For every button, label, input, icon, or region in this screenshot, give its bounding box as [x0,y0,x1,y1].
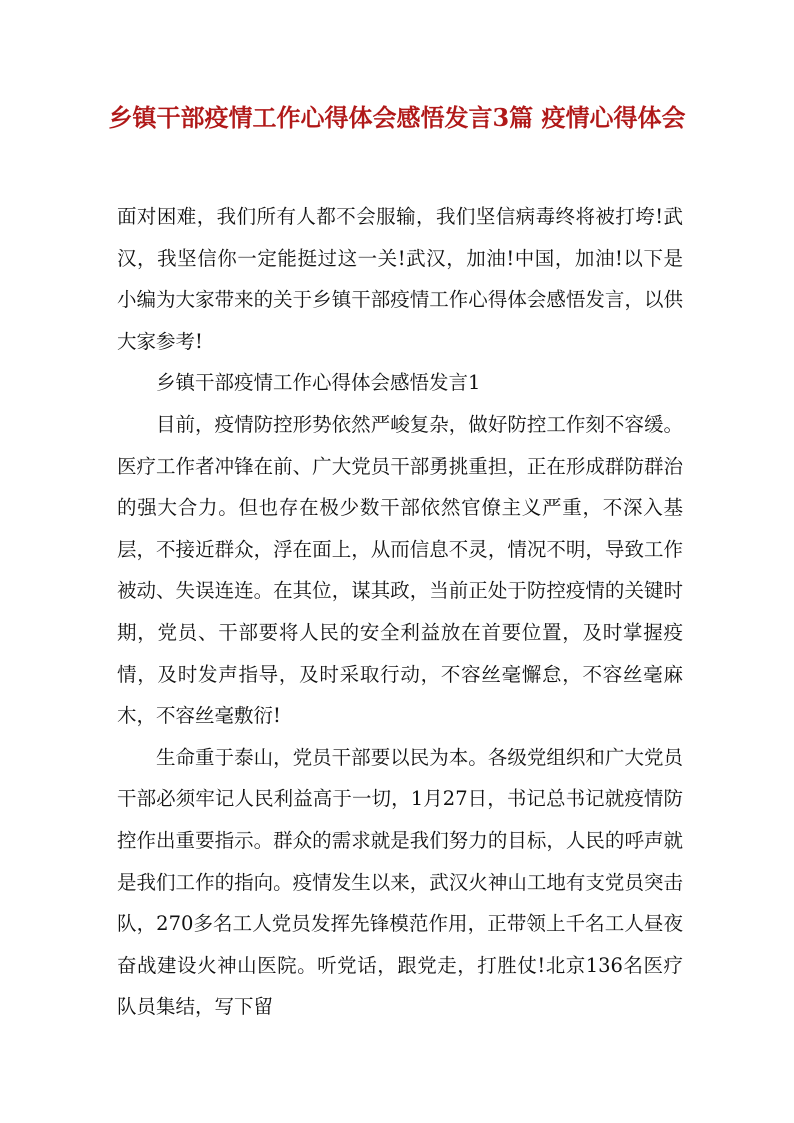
paragraph-intro: 面对困难，我们所有人都不会服输，我们坚信病毒终将被打垮!武汉，我坚信你一定能挺过这一关!武汉，加油!中国，加油!以下是小编为大家带来的关于乡镇干部疫情工作心得体会感悟发言，以供大家参考! [117,205,683,353]
paragraph-2: 生命重于泰山，党员干部要以民为本。各级党组织和广大党员干部必须牢记人民利益高于一切，1月27日，书记总书记就疫情防控作出重要指示。群众的需求就是我们努力的目标，人民的呼声就是我们工作的指向。疫情发生以来，武汉火神山工地有支党员突击队，270多名工人党员发挥先锋模范作用，正带领上千名工人昼夜奋战建设火神山医院。听党话，跟党走，打胜仗!北京136名医疗队员集结，写下留 [117,745,683,1019]
document-title: 乡镇干部疫情工作心得体会感悟发言3篇 疫情心得体会 [108,103,686,132]
document-body [117,196,683,1028]
paragraph-1: 目前，疫情防控形势依然严峻复杂，做好防控工作刻不容缓。医疗工作者冲锋在前、广大党员干部勇挑重担，正在形成群防群治的强大合力。但也存在极少数干部依然官僚主义严重，不深入基层，不接近群众，浮在面上，从而信息不灵，情况不明，导致工作被动、失误连连。在其位，谋其政，当前正处于防控疫情的关键时期，党员、干部要将人民的安全利益放在首要位置，及时掌握疫情，及时发声指导，及时采取行动，不容丝毫懈怠，不容丝毫麻木，不容丝毫敷衍! [117,412,683,728]
section-heading-1: 乡镇干部疫情工作心得体会感悟发言1 [156,371,481,395]
